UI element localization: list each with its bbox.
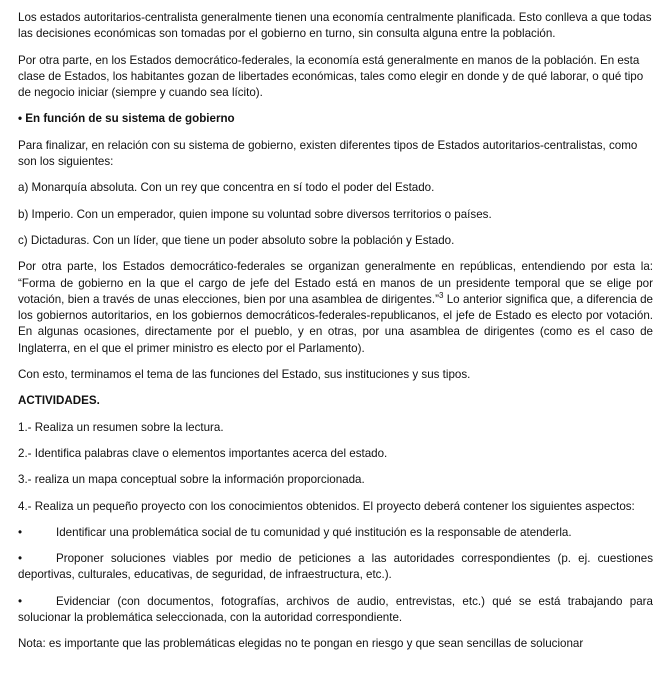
list-item-monarquia: a) Monarquía absoluta. Con un rey que concentra en sí todo el poder del Estado. — [18, 181, 435, 195]
list-item-imperio: b) Imperio. Con un emperador, quien impone su voluntad sobre diversos territorios o países. — [18, 207, 492, 221]
bullet-symbol: • — [18, 594, 23, 608]
paragraph-tipos-estados: Para finalizar, en relación con su sistema de gobierno, existen diferentes tipos de Estados autoritarios-centralistas, como son los siguientes: — [18, 138, 638, 169]
activities-note: Nota: es importante que las problemáticas elegidas no te pongan en riesgo y que sean sencillas de solucionar — [18, 637, 584, 651]
activity-item-4: 4.- Realiza un pequeño proyecto con los conocimientos obtenidos. El proyecto deberá contener los siguientes aspectos: — [18, 499, 635, 513]
project-bullet-3 — [18, 594, 653, 627]
paragraph-republicas-part2: Lo anterior significa que, a diferencia de los gobiernos autoritarios, en los gobiernos democráticos-federales-republicanos, el jefe de Estado es electo por votación. En algunas ocasiones, directamente por el pueblo, y en otras, por una asamblea de dirigentes (como es el caso de Inglaterra, en el que el primer ministro es electo por el Parlamento). — [18, 292, 653, 355]
bullet-symbol: • — [18, 552, 23, 566]
project-bullet-2-text: Proponer soluciones viables por medio de peticiones a las autoridades correspondientes (p. ej. cuestiones deportivas, culturales, educativas, de seguridad, de infraestructura, etc.). — [18, 552, 653, 582]
activity-item-1: 1.- Realiza un resumen sobre la lectura. — [18, 420, 224, 434]
section-heading-sistema-gobierno: • En función de su sistema de gobierno — [18, 112, 235, 126]
paragraph-economia-democratica: Por otra parte, en los Estados democrático-federales, la economía está generalmente en manos de la población. En esta clase de Estados, los habitantes gozan de libertades económicas, tales como elegir en donde y de qué laborar, o qué tipo de negocio iniciar (siempre y cuando sea lícito). — [18, 53, 644, 100]
activities-heading: ACTIVIDADES. — [18, 394, 100, 408]
project-bullet-1 — [18, 525, 653, 541]
list-item-dictaduras: c) Dictaduras. Con un líder, que tiene un poder absoluto sobre la población y Estado. — [18, 233, 455, 247]
paragraph-republicas — [18, 259, 653, 357]
paragraph-conclusion: Con esto, terminamos el tema de las funciones del Estado, sus instituciones y sus tipos. — [18, 368, 471, 382]
bullet-symbol: • — [18, 525, 23, 539]
project-bullet-2 — [18, 551, 653, 584]
activity-item-3: 3.- realiza un mapa conceptual sobre la información proporcionada. — [18, 473, 365, 487]
project-bullet-3-text: Evidenciar (con documentos, fotografías, archivos de audio, entrevistas, etc.) qué se está trabajando para solucionar la problemática seleccionada, con la autoridad correspondiente. — [18, 594, 653, 625]
activity-item-2: 2.- Identifica palabras clave o elementos importantes acerca del estado. — [18, 446, 388, 460]
project-bullet-1-text: Identificar una problemática social de tu comunidad y qué institución es la responsable de atenderla. — [56, 525, 572, 539]
paragraph-republicas-part1: Por otra parte, los Estados democrático-federales se organizan generalmente en repúblicas, entendiendo por esta la: “Forma de gobierno en la que el cargo de jefe del Estado está en manos de un presidente temporal que se elige por votación, bien a través de unas elecciones, bien por una asamblea de dirigentes.” — [18, 260, 653, 306]
paragraph-economia-autoritaria: Los estados autoritarios-centralista generalmente tienen una economía centralmente planificada. Esto conlleva a que todas las decisiones económicas son tomadas por el gobierno en turno, sin consulta alguna entre la población. — [18, 11, 652, 41]
footnote-marker: 3 — [438, 291, 444, 300]
